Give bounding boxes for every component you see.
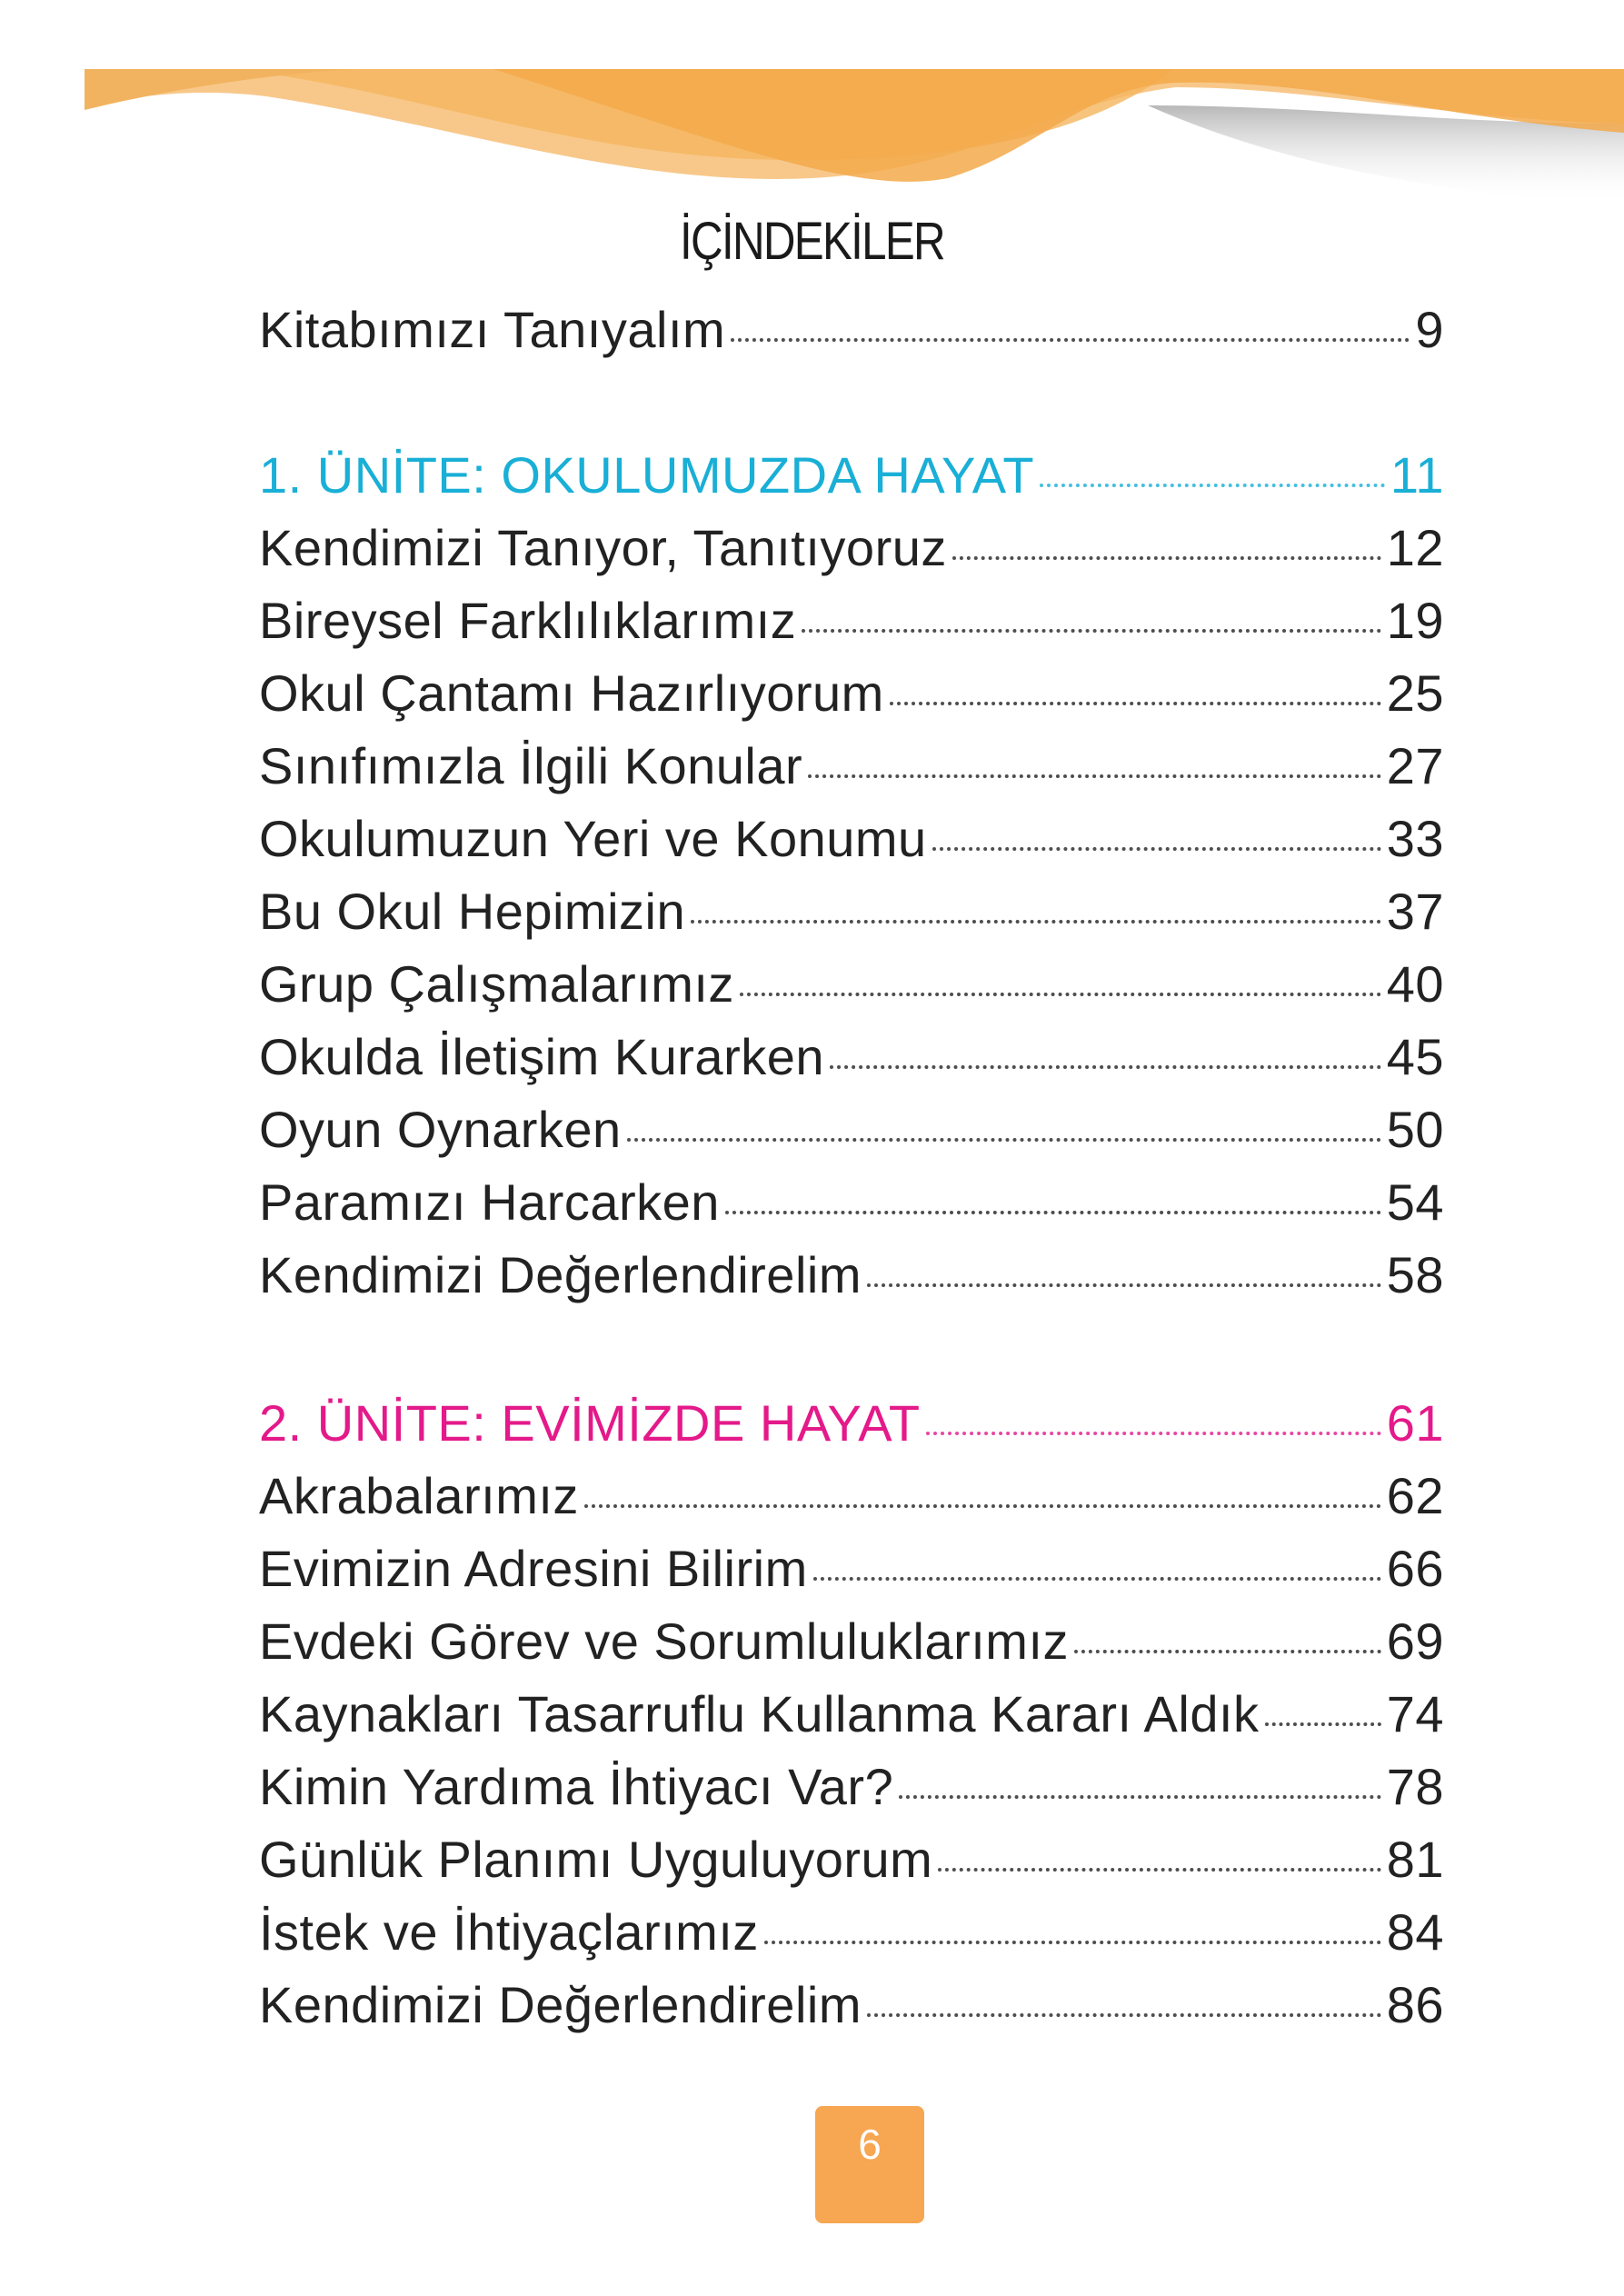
entry-page: 40	[1386, 955, 1444, 1013]
toc-entry[interactable]	[259, 736, 1444, 809]
toc-entry[interactable]	[259, 954, 1444, 1027]
entry-page: 12	[1386, 519, 1444, 576]
entry-label: Paramızı Harcarken	[259, 1173, 720, 1231]
page-number: 6	[858, 2121, 882, 2168]
dot-leader	[740, 993, 1381, 996]
entry-page: 58	[1386, 1246, 1444, 1303]
dot-leader	[899, 1795, 1380, 1799]
dot-leader	[926, 1432, 1381, 1435]
entry-page: 66	[1386, 1540, 1444, 1597]
entry-page: 50	[1386, 1101, 1444, 1158]
toc-entry[interactable]	[259, 1027, 1444, 1100]
toc-entry[interactable]	[259, 1684, 1444, 1757]
toc-unit-2	[259, 1393, 1444, 2048]
toc-entry[interactable]	[259, 1245, 1444, 1318]
entry-label: 2. ÜNİTE: EVİMİZDE HAYAT	[259, 1394, 921, 1452]
dot-leader	[764, 1941, 1381, 1944]
unit-heading[interactable]	[259, 1393, 1444, 1466]
entry-page: 9	[1415, 301, 1444, 358]
entry-page: 45	[1386, 1028, 1444, 1085]
entry-page: 74	[1386, 1685, 1444, 1742]
toc-entry[interactable]	[259, 1539, 1444, 1612]
entry-label: Bu Okul Hepimizin	[259, 883, 686, 940]
entry-page: 54	[1386, 1173, 1444, 1231]
dot-leader	[725, 1211, 1381, 1214]
dot-leader	[584, 1504, 1381, 1508]
dot-leader	[627, 1138, 1381, 1142]
entry-page: 81	[1386, 1831, 1444, 1888]
entry-page: 84	[1386, 1903, 1444, 1961]
entry-label: Akrabalarımız	[259, 1467, 579, 1524]
dot-leader	[813, 1577, 1381, 1581]
decorative-wave-banner	[85, 69, 1624, 205]
dot-leader	[1074, 1650, 1381, 1653]
entry-label: Oyun Oynarken	[259, 1101, 622, 1158]
entry-page: 62	[1386, 1467, 1444, 1524]
entry-label: Kimin Yardıma İhtiyacı Var?	[259, 1758, 894, 1815]
toc-entry[interactable]	[259, 809, 1444, 882]
toc-entry[interactable]	[259, 300, 1444, 373]
entry-label: Okulumuzun Yeri ve Konumu	[259, 810, 927, 867]
dot-leader	[1040, 484, 1385, 487]
entry-page: 33	[1386, 810, 1444, 867]
dot-leader	[932, 847, 1381, 851]
page-number-badge	[815, 2106, 924, 2223]
entry-page: 27	[1386, 737, 1444, 794]
dot-leader	[1265, 1722, 1381, 1726]
toc-entry[interactable]	[259, 882, 1444, 954]
toc-entry[interactable]	[259, 591, 1444, 664]
entry-page: 61	[1386, 1394, 1444, 1452]
dot-leader	[808, 774, 1381, 778]
toc-unit-1	[259, 445, 1444, 1318]
toc-entry[interactable]	[259, 1612, 1444, 1684]
entry-label: Kendimizi Değerlendirelim	[259, 1246, 862, 1303]
dot-leader	[867, 1283, 1381, 1287]
toc-entry[interactable]	[259, 1830, 1444, 1902]
entry-page: 19	[1386, 592, 1444, 649]
entry-label: Okul Çantamı Hazırlıyorum	[259, 664, 884, 722]
entry-label: Okulda İletişim Kurarken	[259, 1028, 825, 1085]
entry-label: Günlük Planımı Uyguluyorum	[259, 1831, 933, 1888]
dot-leader	[890, 702, 1381, 705]
entry-label: Kendimizi Değerlendirelim	[259, 1976, 862, 2033]
dot-leader	[938, 1868, 1380, 1872]
page-title: İÇİNDEKİLER	[680, 212, 944, 271]
toc-entry[interactable]	[259, 1757, 1444, 1830]
entry-page: 69	[1386, 1612, 1444, 1670]
toc-entry[interactable]	[259, 518, 1444, 591]
unit-heading[interactable]	[259, 445, 1444, 518]
dot-leader	[691, 920, 1381, 923]
toc-entry[interactable]	[259, 664, 1444, 736]
dot-leader	[802, 629, 1380, 633]
entry-label: Kendimizi Tanıyor, Tanıtıyoruz	[259, 519, 947, 576]
dot-leader	[867, 2013, 1381, 2017]
entry-label: Evdeki Görev ve Sorumluluklarımız	[259, 1612, 1070, 1670]
entry-page: 25	[1386, 664, 1444, 722]
dot-leader	[731, 338, 1410, 342]
dot-leader	[830, 1065, 1381, 1069]
toc-entry[interactable]	[259, 1173, 1444, 1245]
entry-page: 86	[1386, 1976, 1444, 2033]
entry-label: Evimizin Adresini Bilirim	[259, 1540, 808, 1597]
entry-label: İstek ve İhtiyaçlarımız	[259, 1903, 759, 1961]
toc-entry[interactable]	[259, 1975, 1444, 2048]
entry-label: Kitabımızı Tanıyalım	[259, 301, 726, 358]
entry-label: Kaynakları Tasarruflu Kullanma Kararı Aldık	[259, 1685, 1260, 1742]
entry-page: 78	[1386, 1758, 1444, 1815]
entry-page: 37	[1386, 883, 1444, 940]
entry-label: Grup Çalışmalarımız	[259, 955, 734, 1013]
entry-label: 1. ÜNİTE: OKULUMUZDA HAYAT	[259, 446, 1035, 504]
entry-label: Bireysel Farklılıklarımız	[259, 592, 797, 649]
toc-entry[interactable]	[259, 1466, 1444, 1539]
entry-label: Sınıfımızla İlgili Konular	[259, 737, 803, 794]
toc-entry[interactable]	[259, 1902, 1444, 1975]
entry-page: 11	[1390, 446, 1444, 504]
toc-entry[interactable]	[259, 1100, 1444, 1173]
dot-leader	[952, 556, 1381, 560]
toc-intro	[259, 300, 1444, 373]
